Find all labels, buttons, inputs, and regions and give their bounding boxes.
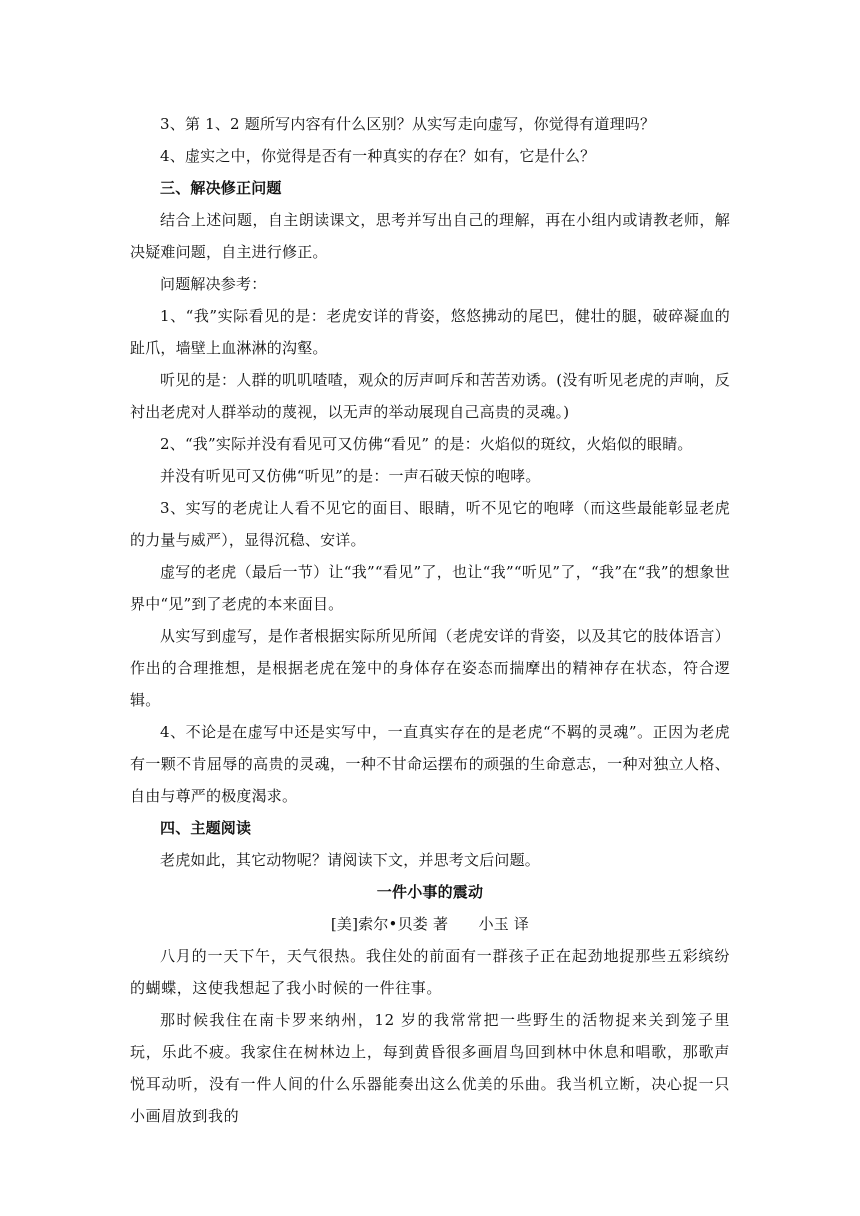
article-byline: [美]索尔•贝娄 著 小玉 译 (330, 915, 530, 933)
answer-1-heard: 听见的是：人群的叽叽喳喳，观众的厉声呵斥和苦苦劝诱。(没有听见老虎的声响，反衬出老虎对人群举动的蔑视，以无声的举动展现自己高贵的灵魂。) (130, 371, 730, 421)
reading-prompt: 老虎如此，其它动物呢？请阅读下文，并思考文后问题。 (160, 851, 541, 869)
answer-2-seen: 2、“我”实际并没有看见可又仿佛“看见” 的是：火焰似的斑纹，火焰似的眼睛。 (160, 435, 693, 453)
answer-3-reasoning: 从实写到虚写，是作者根据实际所见所闻（老虎安详的背姿，以及其它的肢体语言）作出的合理推想，是根据老虎在笼中的身体存在姿态而揣摩出的精神存在状态，符合逻辑。 (130, 627, 730, 709)
document-body (130, 108, 730, 1132)
article-paragraph-2: 那时候我住在南卡罗来纳州，12 岁的我常常把一些野生的活物捉来关到笼子里玩，乐此不疲。我家住在树林边上，每到黄昏很多画眉鸟回到林中休息和唱歌，那歌声悦耳动听，没有一件人间的什么乐器能奏出这么优美的乐曲。我当机立断，决心捉一只小画眉放到我的 (130, 1011, 730, 1125)
article-title: 一件小事的震动 (376, 883, 484, 901)
section-heading-4: 四、主题阅读 (160, 819, 252, 837)
question-3: 3、第 1、2 题所写内容有什么区别？从实写走向虚写，你觉得有道理吗？ (160, 115, 656, 133)
article-paragraph-1: 八月的一天下午，天气很热。我住处的前面有一群孩子正在起劲地捉那些五彩缤纷的蝴蝶，这使我想起了我小时候的一件往事。 (130, 947, 730, 997)
answer-3-imagined: 虚写的老虎（最后一节）让“我”“看见”了，也让“我”“听见”了，“我”在“我”的想象世界中“见”到了老虎的本来面目。 (130, 563, 730, 613)
answer-2-heard: 并没有听见可又仿佛“听见”的是：一声石破天惊的咆哮。 (160, 467, 541, 485)
instruction-paragraph: 结合上述问题，自主朗读课文，思考并写出自己的理解，再在小组内或请教老师，解决疑难问题，自主进行修正。 (130, 211, 730, 261)
section-heading-3: 三、解决修正问题 (160, 179, 282, 197)
reference-label: 问题解决参考： (160, 275, 267, 293)
answer-4: 4、不论是在虚写中还是实写中，一直真实存在的是老虎“不羁的灵魂”。正因为老虎有一颗不肯屈辱的高贵的灵魂，一种不甘命运摆布的顽强的生命意志，一种对独立人格、自由与尊严的极度渴求。 (130, 723, 730, 805)
answer-3-real: 3、实写的老虎让人看不见它的面目、眼睛，听不见它的咆哮（而这些最能彰显老虎的力量与威严），显得沉稳、安详。 (130, 499, 730, 549)
answer-1-seen: 1、“我”实际看见的是：老虎安详的背姿，悠悠拂动的尾巴，健壮的腿，破碎凝血的趾爪，墙壁上血淋淋的沟壑。 (130, 307, 730, 357)
question-4: 4、虚实之中，你觉得是否有一种真实的存在？如有，它是什么？ (160, 147, 596, 165)
